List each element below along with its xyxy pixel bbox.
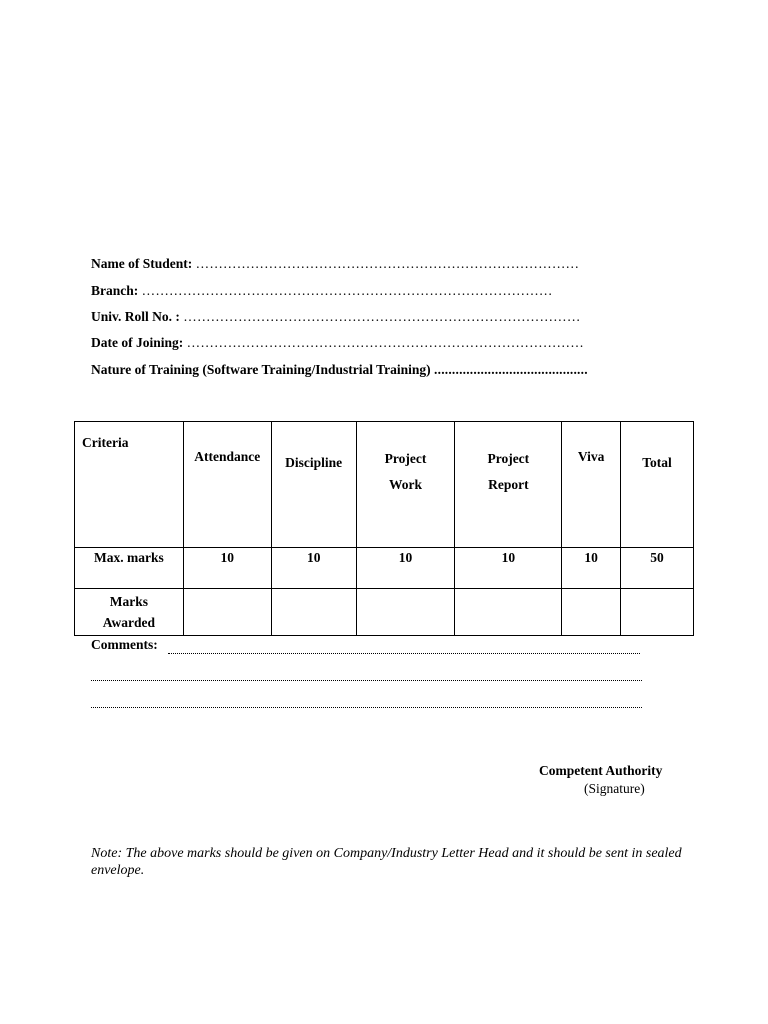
header-line: Attendance (194, 449, 261, 464)
field-branch (91, 283, 553, 299)
marks-awarded-cell[interactable] (183, 589, 271, 636)
field-univ-roll-no (91, 309, 581, 325)
header-line: Total (642, 455, 672, 470)
header-attendance (183, 422, 271, 548)
max-marks-value: 10 (271, 548, 356, 589)
fill-in-line: …………………………………………………………………………… (186, 335, 584, 350)
field-name-of-student (91, 256, 579, 272)
field-label: Branch: (91, 283, 139, 298)
max-marks-value: 10 (562, 548, 621, 589)
header-project-work (356, 422, 455, 548)
field-nature-of-training (91, 362, 588, 378)
max-marks-value: 10 (183, 548, 271, 589)
signature-label: (Signature) (584, 781, 645, 796)
marks-awarded-cell[interactable] (455, 589, 562, 636)
header-line: Discipline (285, 455, 343, 470)
criteria-header: Criteria (75, 422, 184, 548)
footer-note: Note: The above marks should be given on Company/Industry Letter Head and it should be sent in sealed envelope. (91, 846, 682, 878)
header-line: Project (384, 451, 427, 466)
table-row-marks-awarded (75, 589, 694, 636)
table-row-max-marks (75, 548, 694, 589)
marks-awarded-cell[interactable] (356, 589, 455, 636)
table-header-row (75, 422, 694, 548)
competent-authority-label: Competent Authority (539, 763, 663, 778)
header-line: Viva (577, 449, 605, 464)
header-project-report (455, 422, 562, 548)
marks-table (74, 421, 694, 636)
comments-label: Comments: (91, 637, 158, 652)
comments-line[interactable] (168, 653, 640, 654)
marks-awarded-cell[interactable] (562, 589, 621, 636)
header-total (621, 422, 694, 548)
label-line: Awarded (102, 615, 156, 630)
field-date-of-joining (91, 335, 584, 351)
comments-line[interactable] (91, 707, 642, 708)
header-line: Work (389, 477, 423, 492)
max-marks-value: 50 (621, 548, 694, 589)
header-line: Report (488, 477, 529, 492)
marks-awarded-cell[interactable] (271, 589, 356, 636)
field-label: Univ. Roll No. : (91, 309, 180, 324)
field-label: Nature of Training (Software Training/Industrial Training) (91, 362, 431, 377)
fill-in-line: ……………………………………………………………………………… (141, 283, 553, 298)
marks-awarded-label (75, 589, 184, 636)
fill-in-line: …………………………………………………………………………… (183, 309, 581, 324)
header-discipline (271, 422, 356, 548)
label-line: Marks (109, 594, 149, 609)
max-marks-label: Max. marks (75, 548, 184, 589)
comments-line[interactable] (91, 680, 642, 681)
field-label: Name of Student: (91, 256, 193, 271)
header-viva (562, 422, 621, 548)
marks-awarded-cell[interactable] (621, 589, 694, 636)
fill-in-line: ........................................... (434, 362, 588, 377)
fill-in-line: ………………………………………………………………………… (195, 256, 580, 271)
field-label: Date of Joining: (91, 335, 184, 350)
header-line: Project (487, 451, 530, 466)
max-marks-value: 10 (455, 548, 562, 589)
max-marks-value: 10 (356, 548, 455, 589)
